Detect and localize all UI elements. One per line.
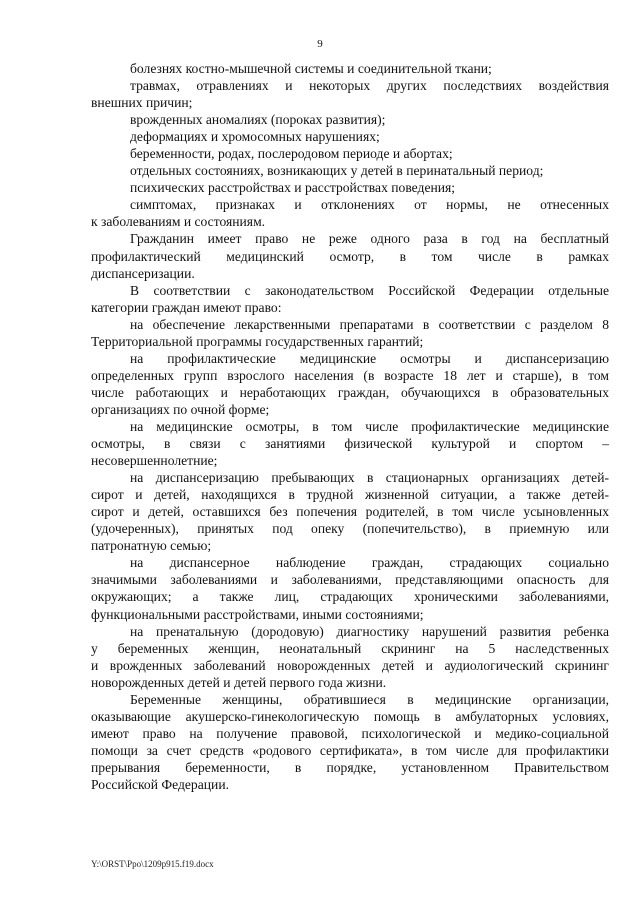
text-line: травмах, отравлениях и некоторых других последствиях воздействия xyxy=(130,78,609,94)
text-line: врожденных аномалиях (пороках развития); xyxy=(130,112,386,128)
text-line: деформациях и хромосомных нарушениях; xyxy=(130,129,380,145)
text-line: прерывания беременности, в порядке, установленном Правительством xyxy=(91,759,609,775)
text-line: на профилактические медицинские осмотры и диспансеризацию xyxy=(130,350,609,366)
text-line: отдельных состояниях, возникающих у детей в перинатальный период; xyxy=(130,163,544,179)
text-line: организациях по очной форме; xyxy=(91,401,270,417)
file-path-footer: Y:\ORST\Ppo\1209p915.f19.docx xyxy=(91,859,214,869)
text-line: несовершеннолетние; xyxy=(91,453,218,469)
text-line: на диспансерное наблюдение граждан, страдающих социально xyxy=(130,555,609,571)
text-line: Беременные женщины, обратившиеся в медицинские организации, xyxy=(130,691,609,707)
text-line: к заболеваниям и состояниям. xyxy=(91,214,266,230)
text-line: категории граждан имеют право: xyxy=(91,299,282,315)
text-line: Российской Федерации. xyxy=(91,776,229,792)
text-line: определенных групп взрослого населения (в возрасте 18 лет и старше), в том xyxy=(91,367,609,383)
text-line: болезнях костно-мышечной системы и соединительной ткани; xyxy=(130,61,492,76)
text-line: Территориальной программы государственных гарантий; xyxy=(91,333,424,349)
text-line: функциональными расстройствами, иными состояниями; xyxy=(91,606,424,622)
text-line: оказывающие акушерско-гинекологическую помощь в амбулаторных условиях, xyxy=(91,708,609,724)
text-line: помощи за счет средств «родового сертификата», в том числе для профилактики xyxy=(91,742,609,758)
text-line: симптомах, признаках и отклонениях от нормы, не отнесенных xyxy=(130,197,609,213)
text-line: беременности, родах, послеродовом периоде и абортах; xyxy=(130,146,453,162)
text-line: значимыми заболеваниями и заболеваниями, представляющими опасность для xyxy=(91,572,609,588)
text-line: Гражданин имеет право не реже одного раза в год на бесплатный xyxy=(130,231,609,247)
text-line: на обеспечение лекарственными препаратами в соответствии с разделом 8 xyxy=(130,316,609,332)
text-line: на диспансеризацию пребывающих в стационарных организациях детей- xyxy=(130,470,609,486)
text-line: осмотры, в связи с занятиями физической культурой и спортом – xyxy=(91,436,609,452)
text-line: имеют право на получение правовой, психологической и медико-социальной xyxy=(91,725,609,741)
text-line: на медицинские осмотры, в том числе профилактические медицинские xyxy=(130,418,609,434)
text-line: диспансеризации. xyxy=(91,265,195,281)
text-line: новорожденных детей и детей первого года жизни. xyxy=(91,674,387,690)
text-line: и врожденных заболеваний новорожденных детей и аудиологический скрининг xyxy=(91,657,609,673)
text-line: внешних причин; xyxy=(91,95,193,111)
text-line: профилактический медицинский осмотр, в том числе в рамках xyxy=(91,248,609,264)
text-line: числе работающих и неработающих граждан, обучающихся в образовательных xyxy=(91,384,609,400)
page-number: 9 xyxy=(317,38,323,50)
document-body xyxy=(91,60,609,793)
text-line: патронатную семью; xyxy=(91,538,212,554)
text-line: психических расстройствах и расстройствах поведения; xyxy=(130,180,456,196)
text-line: (удочеренных), принятых под опеку (попечительство), в приемную или xyxy=(91,521,609,537)
text-line: окружающих; а также лиц, страдающих хроническими заболеваниями, xyxy=(91,589,609,605)
text-line: у беременных женщин, неонатальный скрининг на 5 наследственных xyxy=(91,640,609,656)
text-line: В соответствии с законодательством Российской Федерации отдельные xyxy=(130,282,609,298)
text-line: сирот и детей, оставшихся без попечения родителей, в том числе усыновленных xyxy=(91,504,609,520)
text-line: на пренатальную (дородовую) диагностику нарушений развития ребенка xyxy=(130,623,609,639)
text-line: сирот и детей, находящихся в трудной жизненной ситуации, а также детей- xyxy=(91,487,609,503)
